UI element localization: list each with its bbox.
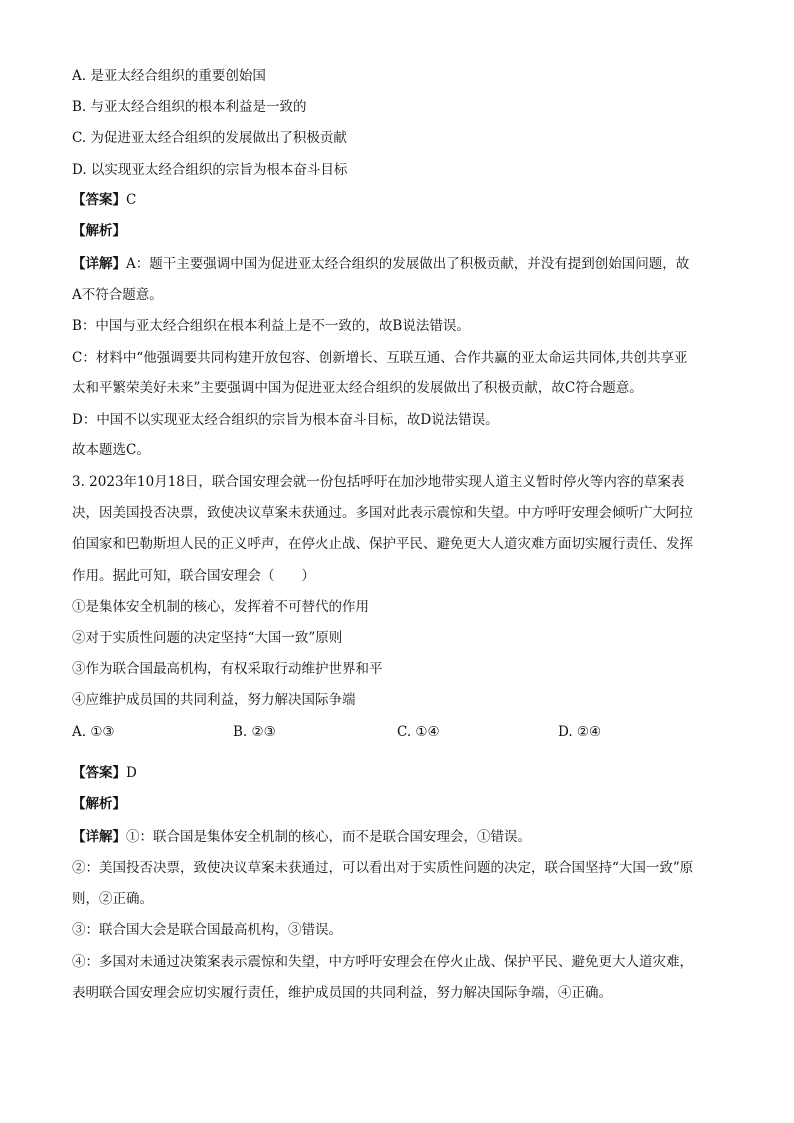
q2-option-a: A. 是亚太经合组织的重要创始国 xyxy=(72,68,266,84)
q2-option-b: B. 与亚太经合组织的根本利益是一致的 xyxy=(72,99,307,115)
q3-statement-3: ③作为联合国最高机构，有权采取行动维护世界和平 xyxy=(72,661,383,677)
q2-conclusion: 故本题选C。 xyxy=(72,442,150,458)
q3-choice-d: D. ②④ xyxy=(558,724,602,740)
q2-detail-c-line2: 太和平繁荣美好未来”主要强调中国为促进亚太经合组织的发展做出了积极贡献，故C符合题意。 xyxy=(72,380,643,396)
q2-detail-a-line2: A不符合题意。 xyxy=(72,287,163,303)
q2-detail-b: B：中国与亚太经合组织在根本利益上是不一致的，故B说法错误。 xyxy=(72,318,470,334)
q3-choice-a: A. ①③ xyxy=(72,724,115,740)
answer-tag: 【答案】 xyxy=(72,192,126,208)
q3-statement-4: ④应维护成员国的共同利益，努力解决国际争端 xyxy=(72,692,356,708)
q3-analysis-tag: 【解析】 xyxy=(72,796,126,812)
detail-tag: 【详解】 xyxy=(72,829,126,845)
detail-text: ①：联合国是集体安全机制的核心，而不是联合国安理会，①错误。 xyxy=(126,829,531,845)
q3-stem-line2: 决，因美国投否决票，致使决议草案未获通过。多国对此表示震惊和失望。中方呼吁安理会倾听广大阿拉 xyxy=(72,505,693,521)
q3-statement-1: ①是集体安全机制的核心，发挥着不可替代的作用 xyxy=(72,599,369,615)
answer-value: C xyxy=(126,192,137,208)
q3-stem-line1: 3. 2023年10月18日，联合国安理会就一份包括呼吁在加沙地带实现人道主义暂时停火等内容的草案表 xyxy=(72,474,685,490)
q2-detail-a-line1 xyxy=(72,254,689,274)
q3-stem-line3: 伯国家和巴勒斯坦人民的正义呼声，在停火止战、保护平民、避免更大人道灾难方面切实履行责任、发挥 xyxy=(72,536,693,552)
q3-choice-c: C. ①④ xyxy=(397,724,440,740)
q3-statement-2: ②对于实质性问题的决定坚持“大国一致”原则 xyxy=(72,630,343,646)
q2-analysis-tag: 【解析】 xyxy=(72,223,126,239)
answer-tag: 【答案】 xyxy=(72,765,126,781)
detail-text: A：题干主要强调中国为促进亚太经合组织的发展做出了积极贡献，并没有提到创始国问题，故 xyxy=(126,256,690,272)
answer-value: D xyxy=(126,765,137,781)
q2-detail-d: D：中国不以实现亚太经合组织的宗旨为根本奋斗目标，故D说法错误。 xyxy=(72,412,499,428)
q3-detail-line5: ④：多国对未通过决策案表示震惊和失望，中方呼吁安理会在停火止战、保护平民、避免更大人道灾难， xyxy=(72,954,693,970)
q3-choice-b: B. ②③ xyxy=(233,724,276,740)
q3-detail-line6: 表明联合国安理会应切实履行责任，维护成员国的共同利益，努力解决国际争端，④正确。 xyxy=(72,985,612,1001)
q3-detail-line1 xyxy=(72,827,531,847)
detail-tag: 【详解】 xyxy=(72,256,126,272)
q3-detail-line3: 则，②正确。 xyxy=(72,891,153,907)
q2-answer xyxy=(72,190,136,210)
q2-option-d: D. 以实现亚太经合组织的宗旨为根本奋斗目标 xyxy=(72,162,348,178)
q3-detail-line2: ②：美国投否决票，致使决议草案未获通过，可以看出对于实质性问题的决定，联合国坚持“大国一致”原 xyxy=(72,860,694,876)
q3-stem-line4: 作用。据此可知，联合国安理会（ ） xyxy=(72,568,315,584)
q3-answer xyxy=(72,763,137,783)
q2-option-c: C. 为促进亚太经合组织的发展做出了积极贡献 xyxy=(72,130,347,146)
q2-detail-c-line1: C：材料中“他强调要共同构建开放包容、创新增长、互联互通、合作共赢的亚太命运共同体,共创共享亚 xyxy=(72,350,688,366)
q3-detail-line4: ③：联合国大会是联合国最高机构，③错误。 xyxy=(72,922,342,938)
